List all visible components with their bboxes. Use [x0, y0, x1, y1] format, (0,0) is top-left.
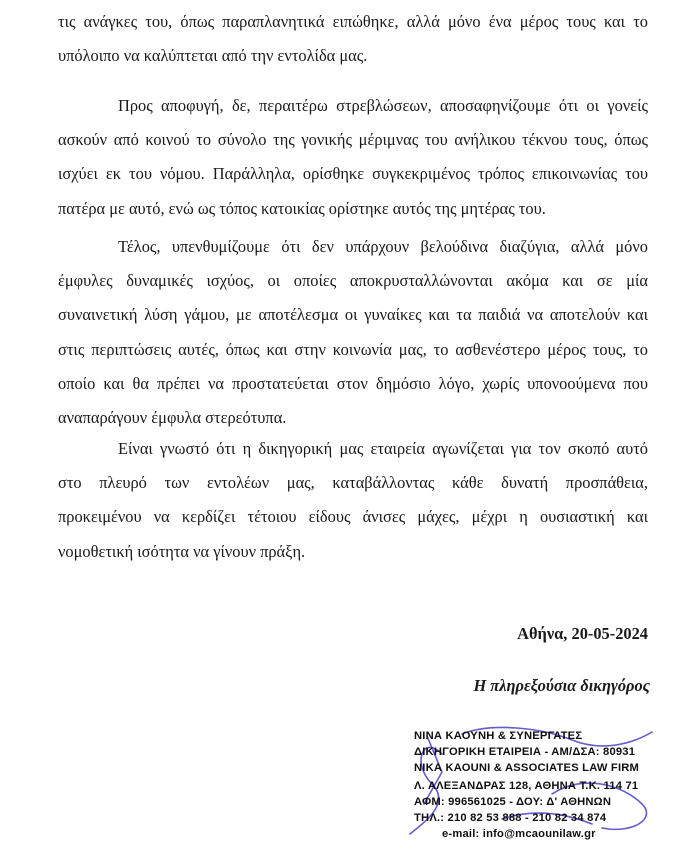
stamp-line-3: ΝΙΚΑ ΚΑΟUNI & ASSOCIATES LAW FIRM: [414, 762, 640, 774]
paragraph-3-line-5: οποίο και θα πρέπει να προστατεύεται στον δημόσιο λόγο, χωρίς υπονοούμενα που: [58, 373, 648, 393]
paragraph-3-line-6: αναπαράγουν έμφυλα στερεότυπα.: [58, 407, 287, 427]
paragraph-1: [58, 5, 648, 73]
paragraph-4-line-1: Είναι γνωστό ότι η δικηγορική μας εταιρεία αγωνίζεται για τον σκοπό αυτό: [118, 439, 648, 458]
paragraph-2: [58, 89, 648, 226]
stamp-line-1: ΝΙΝΑ ΚΑΟΥΝΗ & ΣΥΝΕΡΓΑΤΕΣ: [414, 730, 583, 742]
paragraph-4-line-4: νομοθετική ισότητα να γίνουν πράξη.: [58, 541, 306, 561]
paragraph-4-line-3: προκειμένου να κερδίζει τέτοιου είδους άνισες μάχες, μέχρι η ουσιαστική και: [58, 507, 648, 527]
paragraph-2-line-4: πατέρα με αυτό, ενώ ως τόπος κατοικίας ορίστηκε αυτός της μητέρας του.: [58, 198, 546, 218]
paragraph-2-line-2: ασκούν από κοινού το σύνολο της γονικής μέριμνας του ανήλικου τέκνου τους, όπως: [58, 130, 648, 150]
paragraph-1-line-2: υπόλοιπο να καλύπτεται από την εντολίδα μας.: [58, 46, 368, 66]
paragraph-4-line-2: στο πλευρό των εντολέων μας, καταβάλλοντας κάθε δυνατή προσπάθεια,: [58, 473, 648, 493]
paragraph-4: [58, 432, 648, 569]
paragraph-1-line-1: τις ανάγκες του, όπως παραπλανητικά ειπώθηκε, αλλά μόνο ένα μέρος τους και το: [58, 12, 648, 31]
date-line: Αθήνα, 20-05-2024: [517, 624, 648, 643]
paragraph-3-line-2: έμφυλες δυναμικές ισχύος, οι οποίες αποκρυσταλλώνονται ακόμα και σε μία: [58, 271, 648, 291]
stamp-line-6: ΤΗΛ.: 210 82 53 888 - 210 82 34 874: [414, 812, 607, 824]
paragraph-3-line-3: συναινετική λύση γάμου, με αποτέλεσμα οι γυναίκες και τα παιδιά να αποτελούν και: [58, 305, 648, 325]
paragraph-2-line-3: ισχύει εκ του νόμου. Παράλληλα, ορίσθηκε συγκεκριμένος τρόπος επικοινωνίας του: [58, 164, 648, 184]
paragraph-3-line-1: Τέλος, υπενθυμίζουμε ότι δεν υπάρχουν βελούδινα διαζύγια, αλλά μόνο: [118, 237, 648, 256]
law-firm-stamp: [402, 724, 674, 846]
stamp-line-2: ΔΙΚΗΓΟΡΙΚΗ ΕΤΑΙΡΕΙΑ - ΑΜ/ΔΣΑ: 80931: [414, 746, 636, 758]
stamp-line-7: e-mail: info@mcaounilaw.gr: [442, 828, 596, 840]
paragraph-3: [58, 230, 648, 435]
stamp-line-5: ΑΦΜ: 996561025 - ΔΟΥ: Δ' ΑΘΗΝΩΝ: [414, 796, 612, 808]
signer-title: Η πληρεξούσια δικηγόρος: [473, 676, 650, 695]
paragraph-2-line-1: Προς αποφυγή, δε, περαιτέρω στρεβλώσεων, αποσαφηνίζουμε ότι οι γονείς: [118, 96, 648, 115]
paragraph-3-line-4: στις περιπτώσεις αυτές, όπως και στην κοινωνία μας, το ασθενέστερο μέρος τους, το: [58, 339, 648, 359]
stamp-line-4: Λ. ΑΛΕΞΑΝΔΡΑΣ 128, ΑΘΗΝΑ Τ.Κ. 114 71: [414, 780, 639, 792]
